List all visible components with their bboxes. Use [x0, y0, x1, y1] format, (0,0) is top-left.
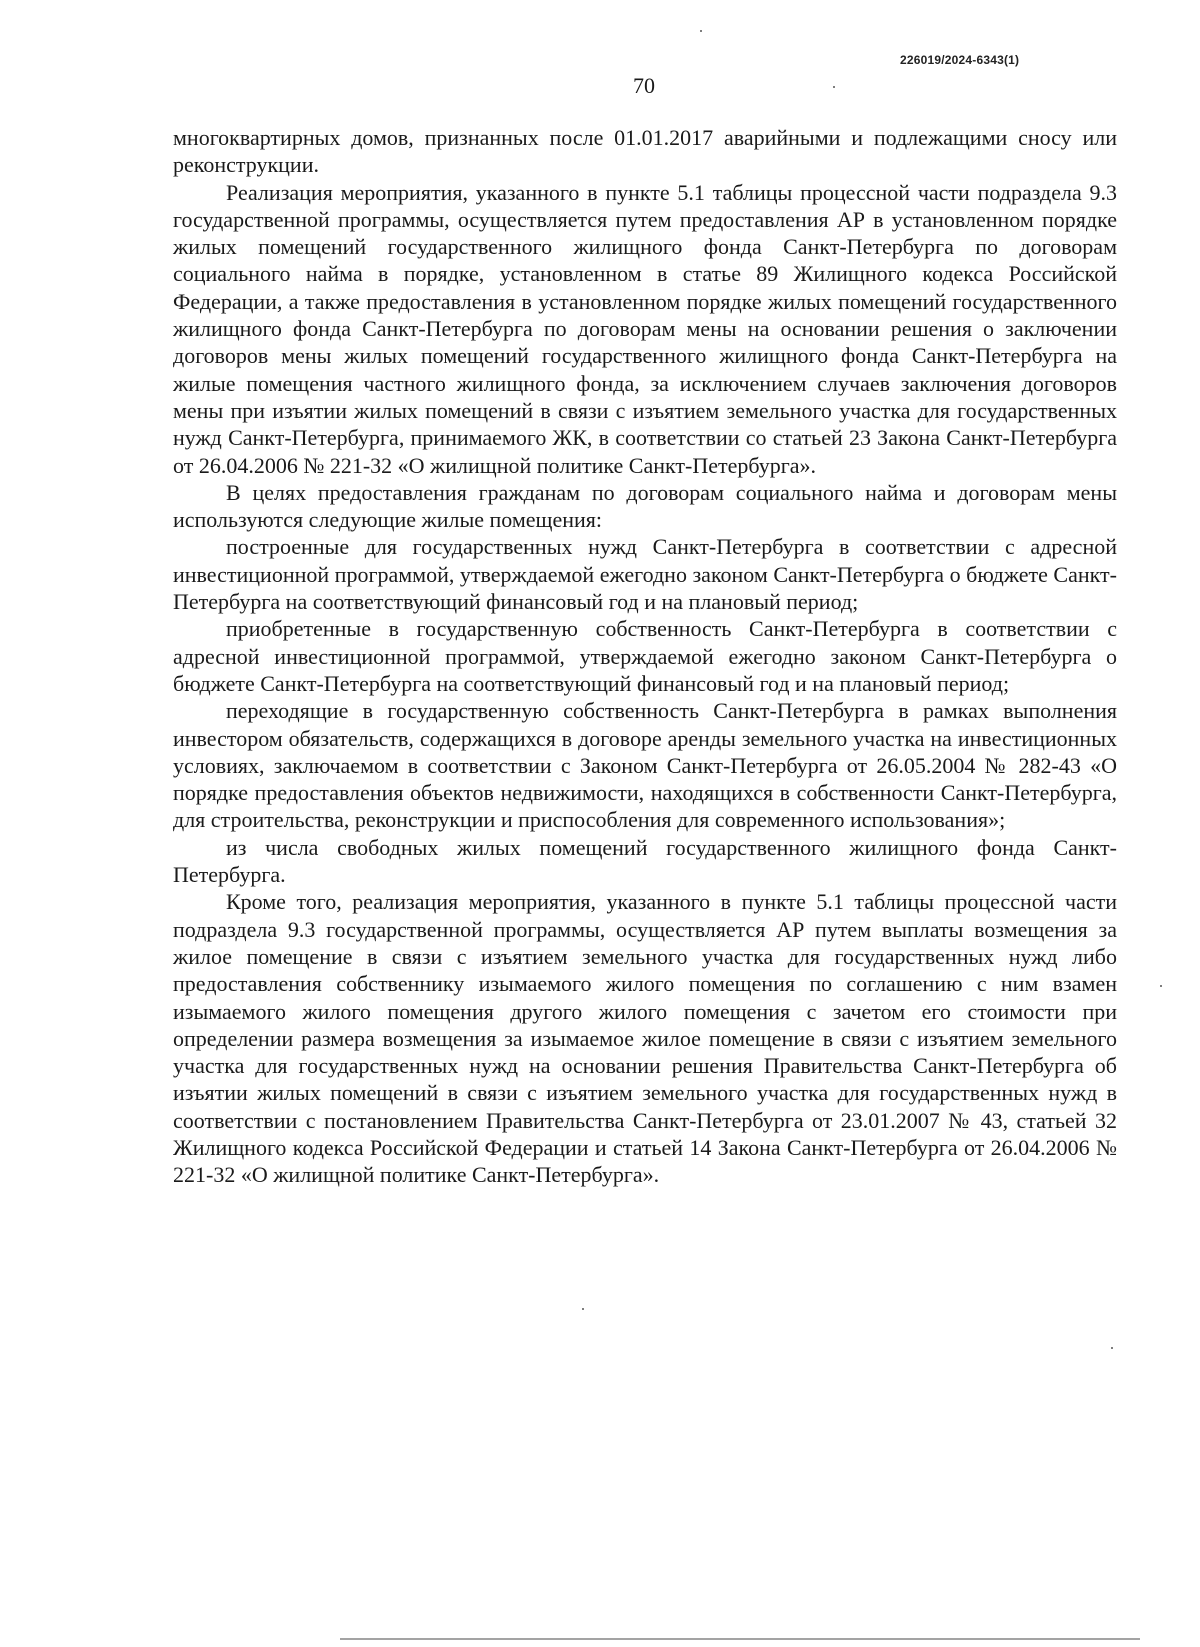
scan-speck	[1111, 1347, 1113, 1349]
paragraph-implementation-ar: Реализация мероприятия, указанного в пункте 5.1 таблицы процессной части подраздела 9.3 государственной программы, осуществляется путем предоставления АР в установленном порядке жилых помещений государственного жилищного фонда Санкт-Петербурга по договорам социального найма в порядке, установленном в статье 89 Жилищного кодекса Российской Федерации, а также предоставления в установленном порядке жилых помещений государственного жилищного фонда Санкт-Петербурга по договорам мены на основании решения о заключении договоров мены жилых помещений государственного жилищного фонда Санкт-Петербурга на жилые помещения частного жилищного фонда, за исключением случаев заключения договоров мены при изъятии жилых помещений в связи с изъятием земельного участка для государственных нужд Санкт-Петербурга, принимаемого ЖК, в соответствии со статьей 23 Закона Санкт-Петербурга от 26.04.2006 № 221-32 «О жилищной политике Санкт-Петербурга».	[173, 179, 1117, 478]
paragraph-compensation: Кроме того, реализация мероприятия, указанного в пункте 5.1 таблицы процессной части подраздела 9.3 государственной программы, осуществляется АР путем выплаты возмещения за жилое помещение в связи с изъятием земельного участка для государственных нужд либо предоставления собственнику изымаемого жилого помещения по соглашению с ним взамен изымаемого жилого помещения другого жилого помещения с зачетом его стоимости при определении размера возмещения за изымаемое жилое помещение в связи с изъятием земельного участка для государственных нужд на основании решения Правительства Санкт-Петербурга об изъятии жилых помещений в связи с изъятием земельного участка для государственных нужд в соответствии с постановлением Правительства Санкт-Петербурга от 23.01.2007 № 43, статьей 32 Жилищного кодекса Российской Федерации и статьей 14 Закона Санкт-Петербурга от 26.04.2006 № 221-32 «О жилищной политике Санкт-Петербурга».	[173, 889, 1117, 1188]
scan-speck	[833, 86, 835, 88]
paragraph-purpose: В целях предоставления гражданам по договорам социального найма и договорам мены используются следующие жилые помещения:	[173, 479, 1117, 533]
scan-speck	[700, 30, 702, 32]
list-item-transferred: переходящие в государственную собственность Санкт-Петербурга в рамках выполнения инвестором обязательств, содержащихся в договоре аренды земельного участка на инвестиционных условиях, заключаемом в соответствии с Законом Санкт-Петербурга от 26.05.2004 № 282-43 «О порядке предоставления объектов недвижимости, находящихся в собственности Санкт-Петербурга, для строительства, реконструкции и приспособления для современного использования»;	[173, 698, 1117, 833]
scan-speck	[1160, 985, 1162, 987]
scan-edge-line	[340, 1638, 1140, 1640]
list-item-free-housing: из числа свободных жилых помещений государственного жилищного фонда Санкт-Петербурга.	[173, 834, 1117, 888]
paragraph-continuation: многоквартирных домов, признанных после 01.01.2017 аварийными и подлежащими сносу или реконструкции.	[173, 125, 1117, 178]
list-item-built: построенные для государственных нужд Санкт-Петербурга в соответствии с адресной инвестиционной программой, утверждаемой ежегодно законом Санкт-Петербурга о бюджете Санкт-Петербурга на соответствующий финансовый год и на плановый период;	[173, 534, 1117, 615]
list-item-acquired: приобретенные в государственную собственность Санкт-Петербурга в соответствии с адресной инвестиционной программой, утверждаемой ежегодно законом Санкт-Петербурга о бюджете Санкт-Петербурга на соответствующий финансовый год и на плановый период;	[173, 616, 1117, 696]
page-number: 70	[633, 73, 655, 98]
document-registration-number: 226019/2024-6343(1)	[900, 53, 1020, 67]
document-body	[173, 124, 1117, 1189]
scan-speck	[582, 1308, 584, 1310]
